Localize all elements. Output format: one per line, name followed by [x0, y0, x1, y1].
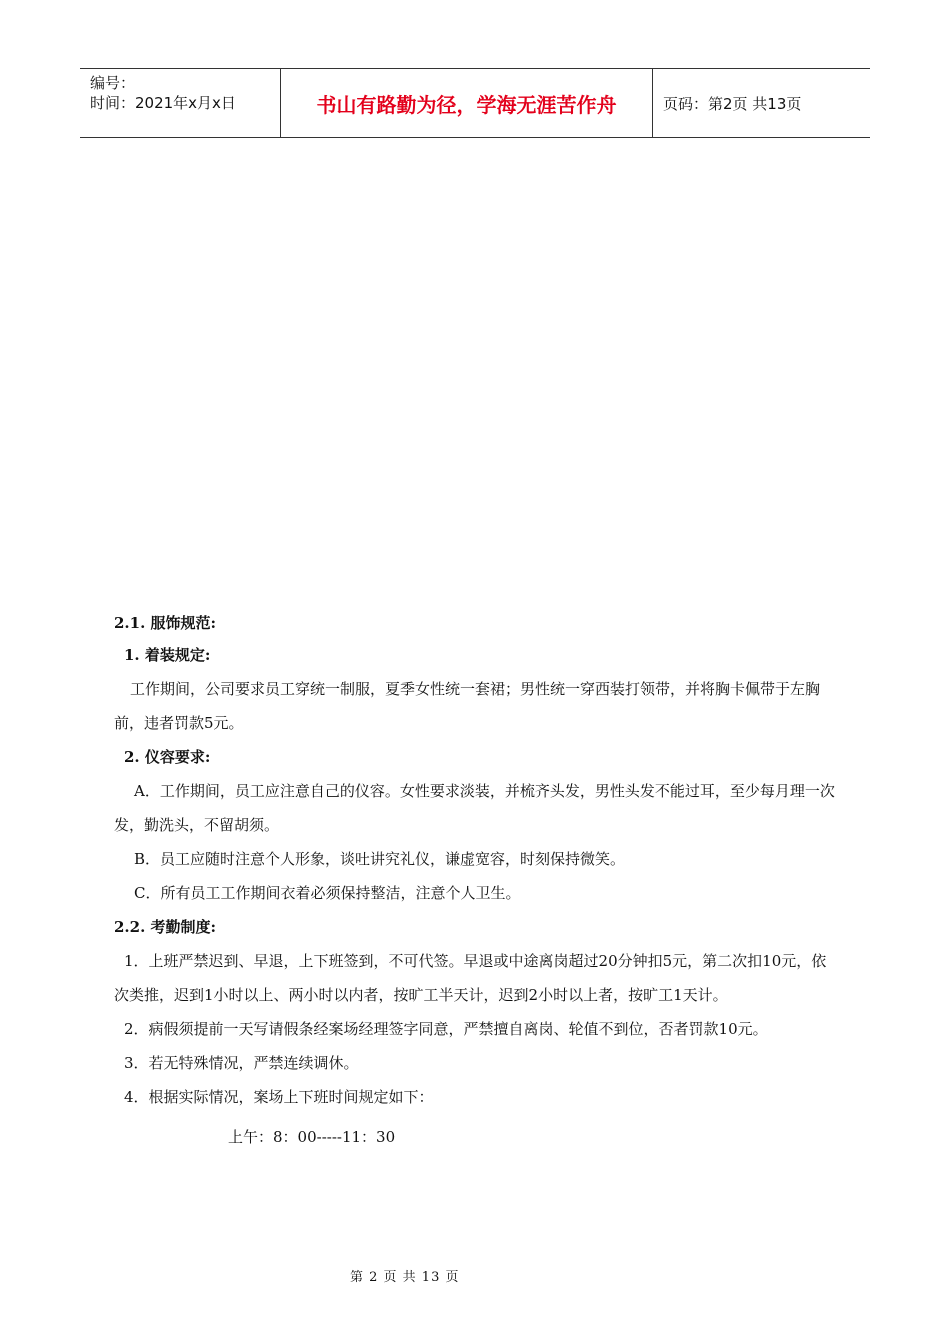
section-title-dress: 2.1. 服饰规范:	[114, 614, 217, 632]
header-meta	[80, 69, 281, 137]
paragraph-appearance-c: C．所有员工工作期间衣着必须保持整洁，注意个人卫生。	[134, 884, 521, 902]
paragraph-attendance-1: 1．上班严禁迟到、早退，上下班签到，不可代签。早退或中途离岗超过20分钟扣5元，第二次扣10元，依次类推，迟到1小时以上、两小时以内者，按旷工半天计，迟到2小时以上者，按旷工1天计。	[114, 952, 827, 1004]
page-footer: 第 2 页 共 13 页	[350, 1270, 460, 1285]
subsection-title-appearance: 2. 仪容要求:	[124, 748, 211, 766]
paragraph-dress-code: 工作期间，公司要求员工穿统一制服，夏季女性统一套裙；男性统一穿西装打领带，并将胸卡佩带于左胸前，违者罚款5元。	[114, 680, 821, 732]
subsection-title-dress-code: 1. 着装规定:	[124, 646, 211, 664]
paragraph-attendance-4: 4．根据实际情况，案场上下班时间规定如下：	[124, 1088, 434, 1106]
paragraph-appearance-a: A．工作期间，员工应注意自己的仪容。女性要求淡装，并梳齐头发，男性头发不能过耳，至少每月理一次发，勤洗头，不留胡须。	[114, 782, 835, 834]
header-motto: 书山有路勤为径，学海无涯苦作舟	[281, 69, 653, 137]
paragraph-attendance-3: 3．若无特殊情况，严禁连续调休。	[124, 1054, 359, 1072]
section-title-attendance: 2.2. 考勤制度:	[114, 918, 217, 936]
morning-hours: 上午：8：00-----11：30	[228, 1128, 396, 1146]
time-label: 时间：2021年x月x日	[90, 94, 236, 112]
document-header	[80, 68, 870, 138]
paragraph-attendance-2: 2．病假须提前一天写请假条经案场经理签字同意，严禁擅自离岗、轮值不到位，否者罚款10元。	[124, 1020, 768, 1038]
paragraph-appearance-b: B．员工应随时注意个人形象，谈吐讲究礼仪，谦虚宽容，时刻保持微笑。	[134, 850, 626, 868]
header-page-info: 页码：第2页 共13页	[663, 94, 802, 113]
document-body	[114, 608, 840, 1154]
number-label: 编号：	[90, 74, 136, 92]
